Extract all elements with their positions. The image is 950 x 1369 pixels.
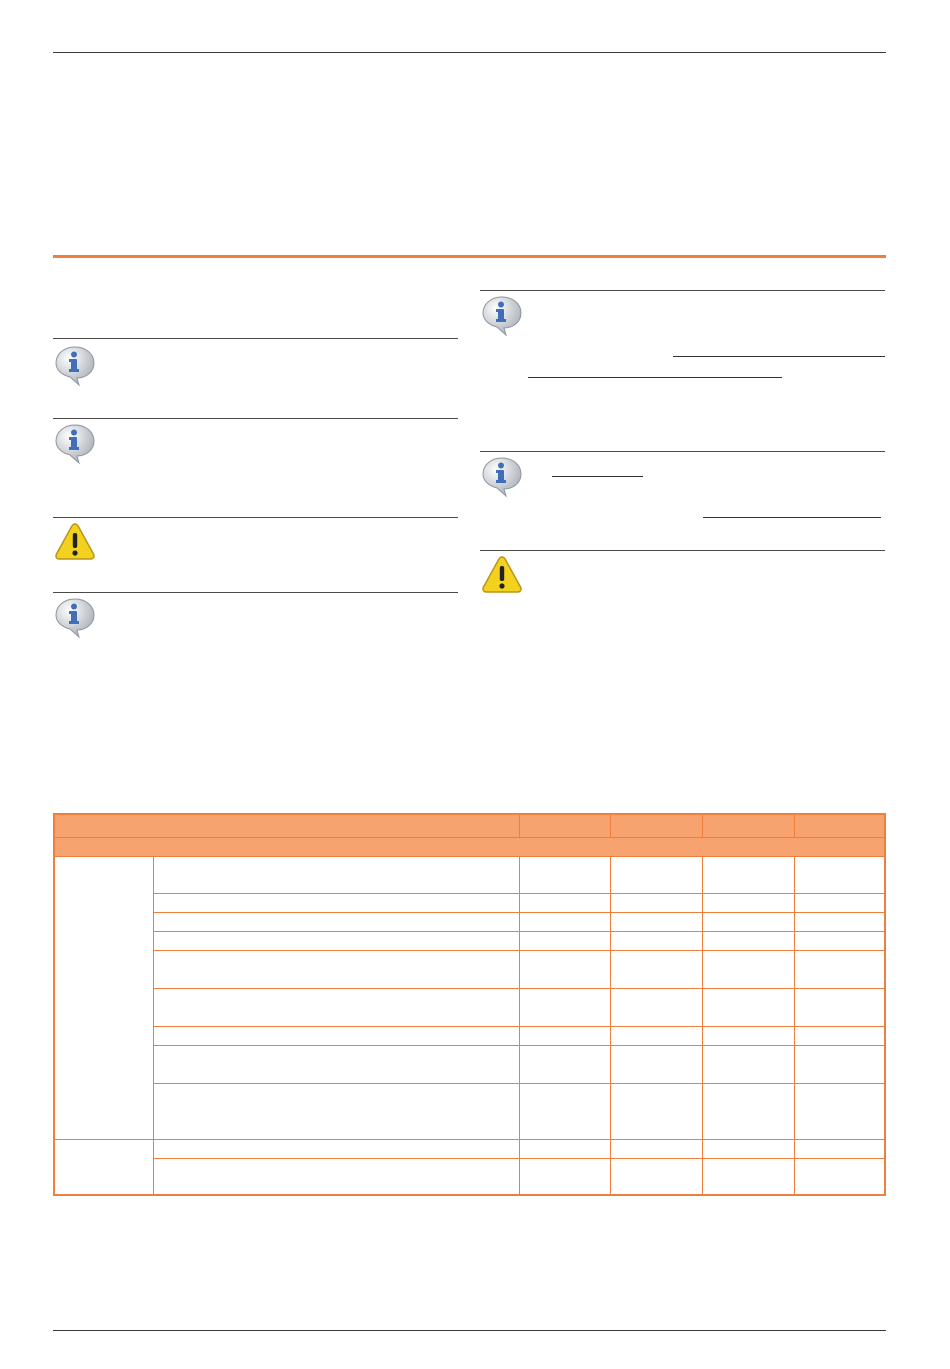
table-cell — [610, 856, 702, 893]
table-cell — [794, 856, 885, 893]
table-cell — [153, 1083, 519, 1139]
table-cell — [794, 931, 885, 950]
table-row — [54, 931, 885, 950]
section-divider — [53, 255, 886, 258]
table-section-row — [54, 837, 885, 856]
table-cell — [610, 893, 702, 912]
hyperlink-underline[interactable] — [703, 517, 881, 518]
table-cell — [519, 931, 610, 950]
warning-icon — [480, 553, 524, 597]
table-row — [54, 950, 885, 988]
hyperlink-underline[interactable] — [552, 476, 643, 477]
table-cell — [519, 912, 610, 931]
note-separator — [53, 338, 458, 339]
table-cell — [702, 1139, 794, 1158]
table-row — [54, 856, 885, 893]
table-header-row — [54, 814, 885, 837]
table-cell — [153, 893, 519, 912]
table-cell — [610, 1083, 702, 1139]
table-cell — [702, 950, 794, 988]
note-separator — [480, 451, 885, 452]
note-separator — [53, 418, 458, 419]
info-icon — [53, 596, 97, 640]
table-cell — [519, 950, 610, 988]
table-cell — [794, 950, 885, 988]
table-cell — [794, 988, 885, 1026]
table-cell — [794, 1026, 885, 1045]
table-header-cell — [54, 814, 519, 837]
table-cell — [519, 1045, 610, 1083]
table-cell — [519, 1158, 610, 1195]
note-separator — [53, 592, 458, 593]
table-cell — [153, 856, 519, 893]
table-header-cell — [702, 814, 794, 837]
table-cell — [519, 1083, 610, 1139]
table-cell — [794, 893, 885, 912]
table-cell — [610, 1139, 702, 1158]
table-header-cell — [519, 814, 610, 837]
table-cell — [610, 950, 702, 988]
table-cell — [702, 1158, 794, 1195]
info-icon — [53, 344, 97, 388]
table-cell — [153, 1026, 519, 1045]
note-separator — [53, 517, 458, 518]
warning-icon — [53, 520, 97, 564]
note-separator — [480, 290, 885, 291]
table-header-cell — [794, 814, 885, 837]
table-cell — [702, 1083, 794, 1139]
info-icon — [480, 455, 524, 499]
table-cell — [702, 931, 794, 950]
table-cell — [610, 1158, 702, 1195]
note-separator — [480, 550, 885, 551]
table-cell — [519, 988, 610, 1026]
table-cell — [702, 988, 794, 1026]
table-cell — [153, 950, 519, 988]
table-cell — [794, 1083, 885, 1139]
table-cell — [519, 1139, 610, 1158]
table-cell — [610, 912, 702, 931]
table-cell — [153, 912, 519, 931]
table-cell — [702, 1045, 794, 1083]
table-row — [54, 893, 885, 912]
table-cell — [153, 931, 519, 950]
table-row — [54, 1045, 885, 1083]
table-cell — [610, 988, 702, 1026]
table-cell — [794, 1158, 885, 1195]
table-cell — [794, 1045, 885, 1083]
table-row — [54, 988, 885, 1026]
table-row — [54, 912, 885, 931]
table-cell — [153, 1045, 519, 1083]
table-group-cell — [54, 1139, 153, 1195]
table-header-cell — [610, 814, 702, 837]
table-section-cell — [54, 837, 885, 856]
table-cell — [702, 856, 794, 893]
table-row — [54, 1083, 885, 1139]
table-row — [54, 1158, 885, 1195]
specification-table — [53, 813, 886, 1196]
footer-rule — [53, 1330, 886, 1331]
table-cell — [702, 912, 794, 931]
table-cell — [153, 988, 519, 1026]
table-cell — [519, 856, 610, 893]
table-cell — [794, 912, 885, 931]
table-cell — [610, 1026, 702, 1045]
table-cell — [519, 1026, 610, 1045]
hyperlink-underline[interactable] — [673, 356, 885, 357]
table-cell — [794, 1139, 885, 1158]
table-cell — [519, 893, 610, 912]
table-cell — [153, 1158, 519, 1195]
table-row — [54, 1026, 885, 1045]
table-cell — [610, 931, 702, 950]
table-cell — [153, 1139, 519, 1158]
hyperlink-underline[interactable] — [528, 377, 782, 378]
table-row — [54, 1139, 885, 1158]
table-cell — [702, 893, 794, 912]
table-group-cell — [54, 856, 153, 1139]
table-cell — [702, 1026, 794, 1045]
header-rule — [53, 52, 886, 53]
table-cell — [610, 1045, 702, 1083]
info-icon — [480, 294, 524, 338]
info-icon — [53, 422, 97, 466]
